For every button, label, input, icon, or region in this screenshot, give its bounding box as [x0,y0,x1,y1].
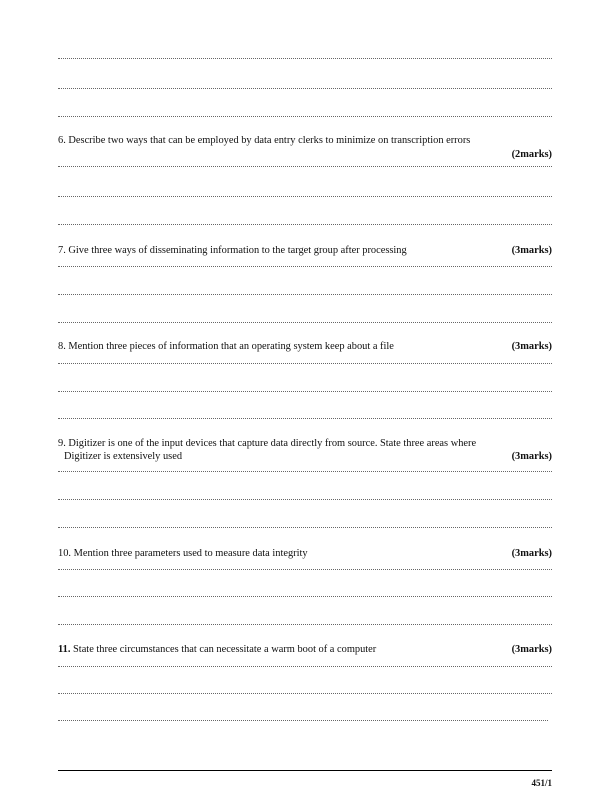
answer-line[interactable] [58,294,552,295]
question-11 [58,644,552,656]
answer-line[interactable] [58,224,552,225]
answer-line[interactable] [58,471,552,472]
question-10 [58,548,552,560]
answer-line[interactable] [58,391,552,392]
question-number: 9. [58,438,66,449]
answer-line[interactable] [58,266,552,267]
question-number: 11. [58,644,71,655]
answer-line[interactable] [58,569,552,570]
question-9 [58,438,552,450]
answer-line[interactable] [58,88,552,89]
question-number: 7. [58,245,66,256]
question-number: 6. [58,135,66,146]
question-text: Mention three pieces of information that an operating system keep about a file [68,341,394,352]
question-9-text-continued: Digitizer is extensively used [64,451,183,462]
answer-line[interactable] [58,58,552,59]
question-10-marks: (3marks) [511,548,552,559]
question-9-marks: (3marks) [511,451,552,462]
paper-code: 451/1 [531,778,552,788]
question-8 [58,341,552,353]
question-7-marks: (3marks) [511,245,552,256]
answer-line[interactable] [58,116,552,117]
answer-line[interactable] [58,363,552,364]
question-6-marks: (2marks) [511,149,552,160]
answer-line[interactable] [58,624,552,625]
footer-rule [58,770,552,771]
answer-line[interactable] [58,322,552,323]
answer-line[interactable] [58,196,552,197]
answer-line[interactable] [58,527,552,528]
answer-line[interactable] [58,596,552,597]
question-text: Describe two ways that can be employed by data entry clerks to minimize on transcription errors [68,135,471,146]
answer-line[interactable] [58,693,552,694]
answer-line[interactable] [58,720,548,721]
question-6 [58,135,552,147]
answer-line[interactable] [58,666,552,667]
answer-line[interactable] [58,166,552,167]
question-text: Digitizer is one of the input devices that capture data directly from source. State three areas where [68,438,477,449]
question-text: Mention three parameters used to measure data integrity [73,548,308,559]
answer-line[interactable] [58,499,552,500]
question-11-marks: (3marks) [511,644,552,655]
question-8-marks: (3marks) [511,341,552,352]
answer-line[interactable] [58,418,552,419]
question-number: 10. [58,548,71,559]
question-7 [58,245,552,257]
question-text: Give three ways of disseminating information to the target group after processing [68,245,407,256]
question-number: 8. [58,341,66,352]
question-text: State three circumstances that can necessitate a warm boot of a computer [73,644,377,655]
